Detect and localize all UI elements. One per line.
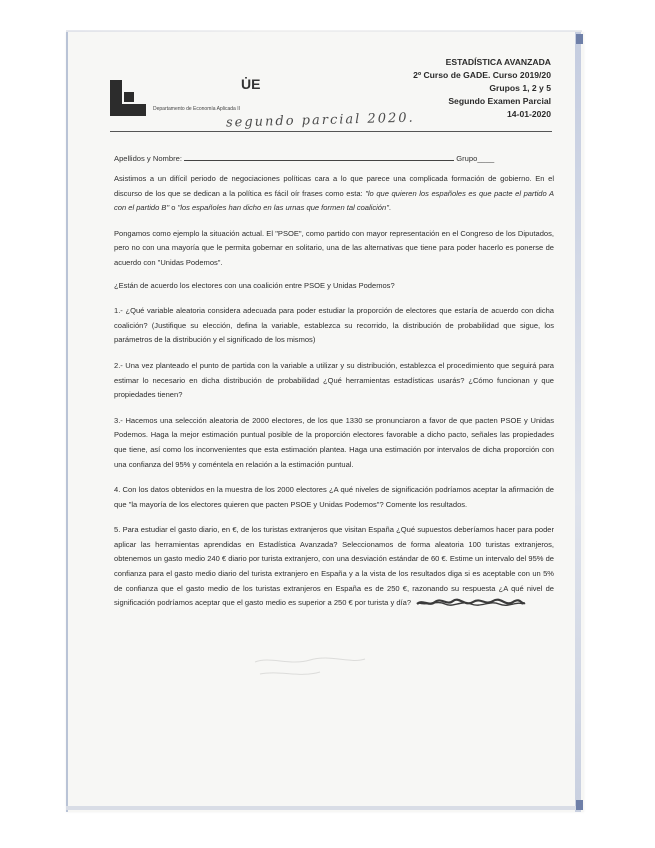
department-logo-icon (110, 80, 146, 116)
exam-body (114, 172, 554, 611)
intro-paragraph (114, 172, 554, 216)
intro-quote: "los españoles han dicho en las urnas que formen tal coalición" (177, 203, 389, 213)
show-through-marks (250, 652, 370, 682)
scribble-mark-icon (415, 598, 527, 608)
question-5-text: 5. Para estudiar el gasto diario, en €, de los turistas extranjeros que visitan España ¿Qué supuestos deberíamos hacer para poder aplicar las herramientas aprendidas en Estadística Avanzada? Seleccionamos de forma aleatoria 100 turistas extranjeros, obtenemos un gasto medio 240 € diario por turista extranjero, con una desviación estándar de 60 €. Estime un intervalo del 95% de confianza para el gasto medio diario del turista extranjero en España y a la vista de los resultados diga si es aceptable con un 5% de confianza que el gasto medio de los turistas extranjeros en España es de 250 €, razonando su respuesta ¿A qué nivel de significación podríamos aceptar que el gasto medio es superior a 250 € por turista y día? (114, 525, 554, 608)
exam-header (413, 56, 551, 121)
scan-corner-mark (576, 800, 583, 810)
scan-corner-mark (576, 34, 583, 44)
question-5 (114, 523, 554, 611)
intro-text: o (169, 203, 178, 213)
context-paragraph: Pongamos como ejemplo la situación actual. El "PSOE", como partido con mayor representación en el Congreso de los Diputados, pero no con una mayoría que le permita gobernar en solitario, una de las alternativas que tiene para poder hacerlo es ponerse de acuerdo con "Unidas Podemos". (114, 228, 554, 267)
intro-text: Asistimos a un difícil periodo de negociaciones políticas cara a lo que parece una complicada formación de gobierno. En el discurso de los que se dedican a la política es fácil oír frases como esta: (114, 174, 554, 198)
question-2: 2.- Una vez planteado el punto de partida con la variable a utilizar y su distribución, establezca el procedimiento que seguirá para estimar lo necesario en dicha distribución de probabilidad ¿Qué herramientas estadísticas usarás? ¿Cómo funcionan y que propiedades tienen? (114, 360, 554, 400)
header-divider (110, 131, 552, 132)
question-4: 4. Con los datos obtenidos en la muestra de los 2000 electores ¿A qué niveles de significación podríamos aceptar la afirmación de que "la mayoría de los electores quieren que pacten PSOE y Unidas Podemos"? Comente los resultados. (114, 485, 554, 509)
groups-line: Grupos 1, 2 y 5 (489, 83, 551, 93)
question-1: 1.- ¿Qué variable aleatoria considera adecuada para poder estudiar la proporción de electores que estaría de acuerdo con dicha coalición? (Justifique su elección, defina la variable, establezca su recorrido, la distribución de probabilidad que sigue, los parámetros de la distribución y el significado de los mismos) (114, 306, 554, 345)
intro-text: . (388, 203, 391, 213)
name-label: Apellidos y Nombre: (114, 154, 182, 163)
name-field[interactable] (184, 152, 454, 161)
exam-date: 14-01-2020 (507, 109, 551, 119)
exam-title: Segundo Examen Parcial (448, 96, 551, 106)
paper-right-edge (575, 32, 581, 812)
department-name: Departamento de Economía Aplicada II (153, 106, 240, 112)
group-field[interactable]: ____ (477, 154, 495, 163)
paper-bottom-edge (66, 806, 582, 810)
group-label: Grupo (456, 154, 478, 163)
student-info-line (114, 152, 554, 163)
main-question: ¿Están de acuerdo los electores con una coalición entre PSOE y Unidas Podemos? (114, 280, 395, 290)
course-line: 2º Curso de GADE. Curso 2019/20 (413, 70, 551, 80)
intro-quote: "lo que quieren los españoles es que pacte el partido A con el partido B" (114, 188, 554, 213)
university-emblem-icon: U̇E (241, 76, 261, 92)
subject-title: ESTADÍSTICA AVANZADA (445, 57, 551, 67)
question-3: 3.- Hacemos una selección aleatoria de 2000 electores, de los que 1330 se pronunciaron a favor de que pacten PSOE y Unidas Podemos. Haga la mejor estimación puntual posible de la proporción electores favorable a dicho pacto, señales las propiedades que tiene, así como los inconvenientes que esta estimación plantea. Haga una estimación por intervalos de dicha proporción con una confianza del 95% y coméntela en relación a la estimación puntual. (114, 415, 554, 469)
handwritten-note: segundo parcial 2020. (225, 110, 415, 131)
